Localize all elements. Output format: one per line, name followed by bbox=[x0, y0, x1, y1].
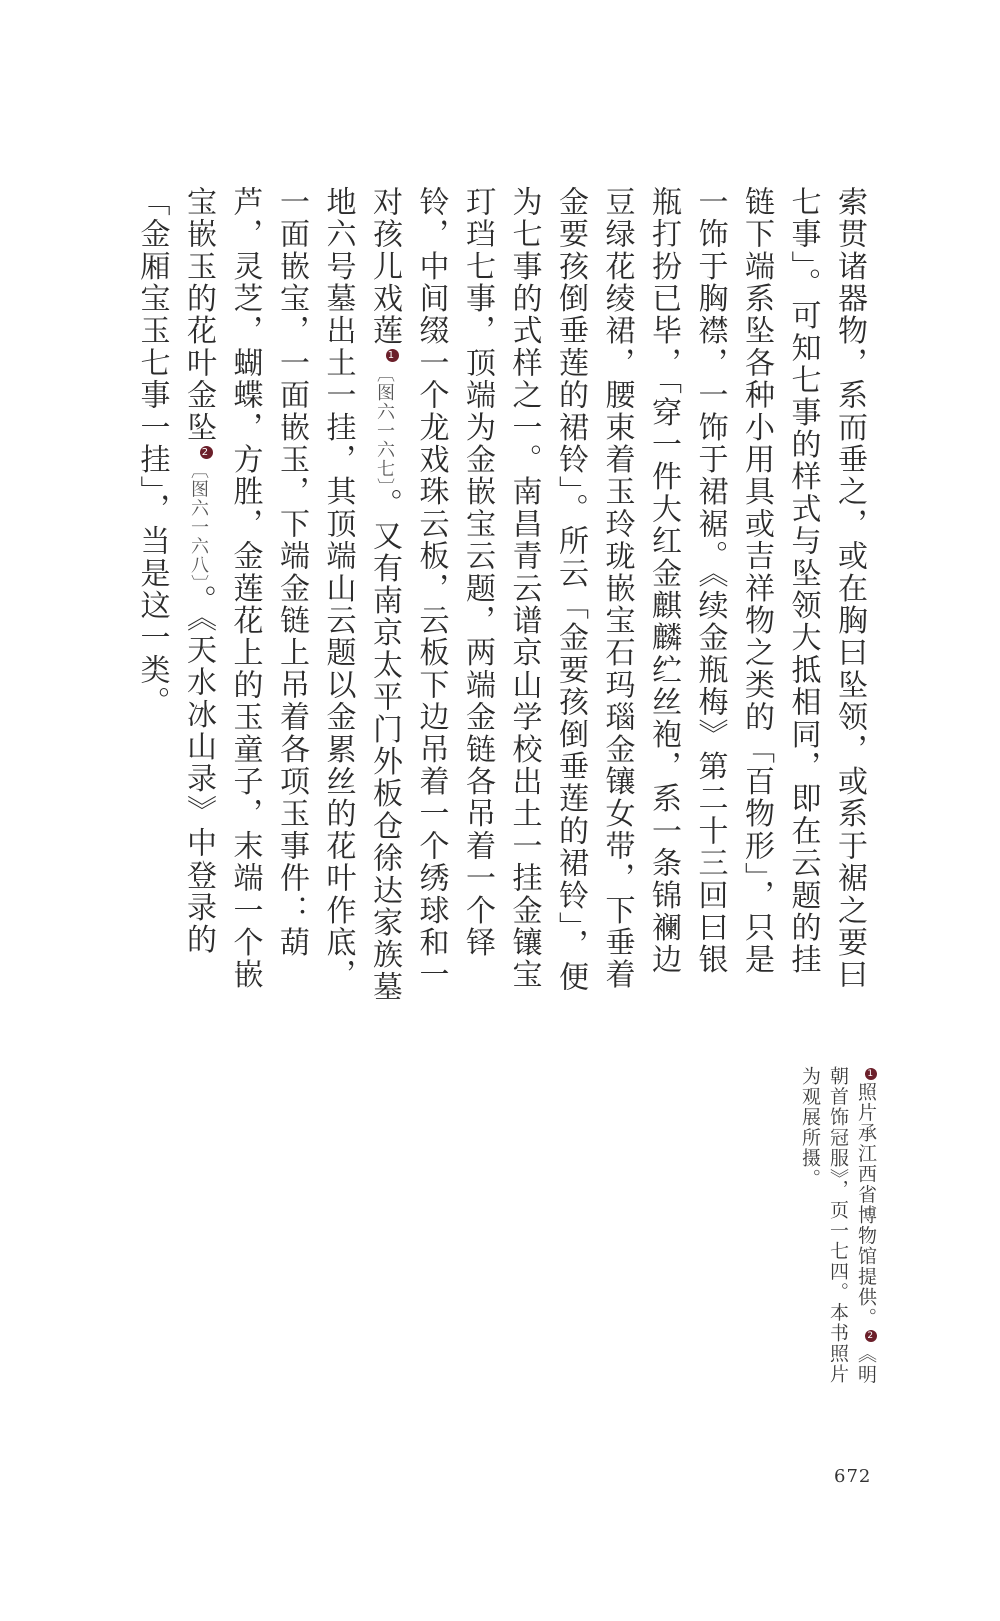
main-text-column-block bbox=[134, 186, 872, 1006]
footnote-block bbox=[799, 1066, 880, 1396]
footnote-note-marker-1: 1 bbox=[865, 1068, 877, 1080]
footnote-note-marker-2: 2 bbox=[865, 1330, 877, 1342]
body-text-segment-3: 。《天水冰山录》中登录的「金厢宝玉七事一挂」，当是这一类。 bbox=[134, 186, 216, 957]
page-number: 672 bbox=[834, 1466, 872, 1487]
body-text-segment-2: 。又有南京太平门外板仓徐达家族墓地六号墓出土一挂，其顶端山云题以金累丝的花叶作底，一面嵌宝，一面嵌玉，下端金链上吊着各项玉事件：葫芦，灵芝，蝴蝶，方胜，金莲花上的玉童子，末端一个嵌宝嵌玉的花叶金坠 bbox=[181, 186, 402, 1004]
body-text-segment-1: 索贯诸器物，系而垂之，或在胸曰坠领，或系于裾之要曰七事」。可知七事的样式与坠领大抵相同，即在云题的挂链下端系坠各种小用具或吉祥物之类的「百物形」，只是一饰于胸襟，一饰于裙裾。《续金瓶梅》第二十三回曰银瓶打扮已毕，「穿一件大红金麒麟纻丝袍，系一条锦襕边豆绿花绫裙，腰束着玉玲珑嵌宝石玛瑙金镶女带，下垂着金要孩倒垂莲的裙铃」。所云「金要孩倒垂莲的裙铃」，便为七事的式样之一。南昌青云谱京山学校出土一挂金镶宝玎珰七事，顶端为金嵌宝云题，两端金链各吊着一个铎铃，中间缀一个龙戏珠云板，云板下边吊着一个绣球和一对孩儿戏莲 bbox=[367, 186, 867, 994]
footnote-text-1: 照片承江西省博物馆提供。 bbox=[855, 1082, 877, 1328]
footnote-marker-2[interactable]: 2 bbox=[200, 446, 213, 459]
figure-reference-2: 〔图六一六八〕 bbox=[188, 460, 209, 585]
footnote-text-2: 《明朝首饰冠服》，页一七四。本书照片为观展所摄。 bbox=[799, 1066, 877, 1385]
footnote-marker-1[interactable]: 1 bbox=[386, 349, 399, 362]
body-paragraph bbox=[128, 186, 872, 1006]
figure-reference-1: 〔图六一六七〕 bbox=[374, 364, 395, 488]
